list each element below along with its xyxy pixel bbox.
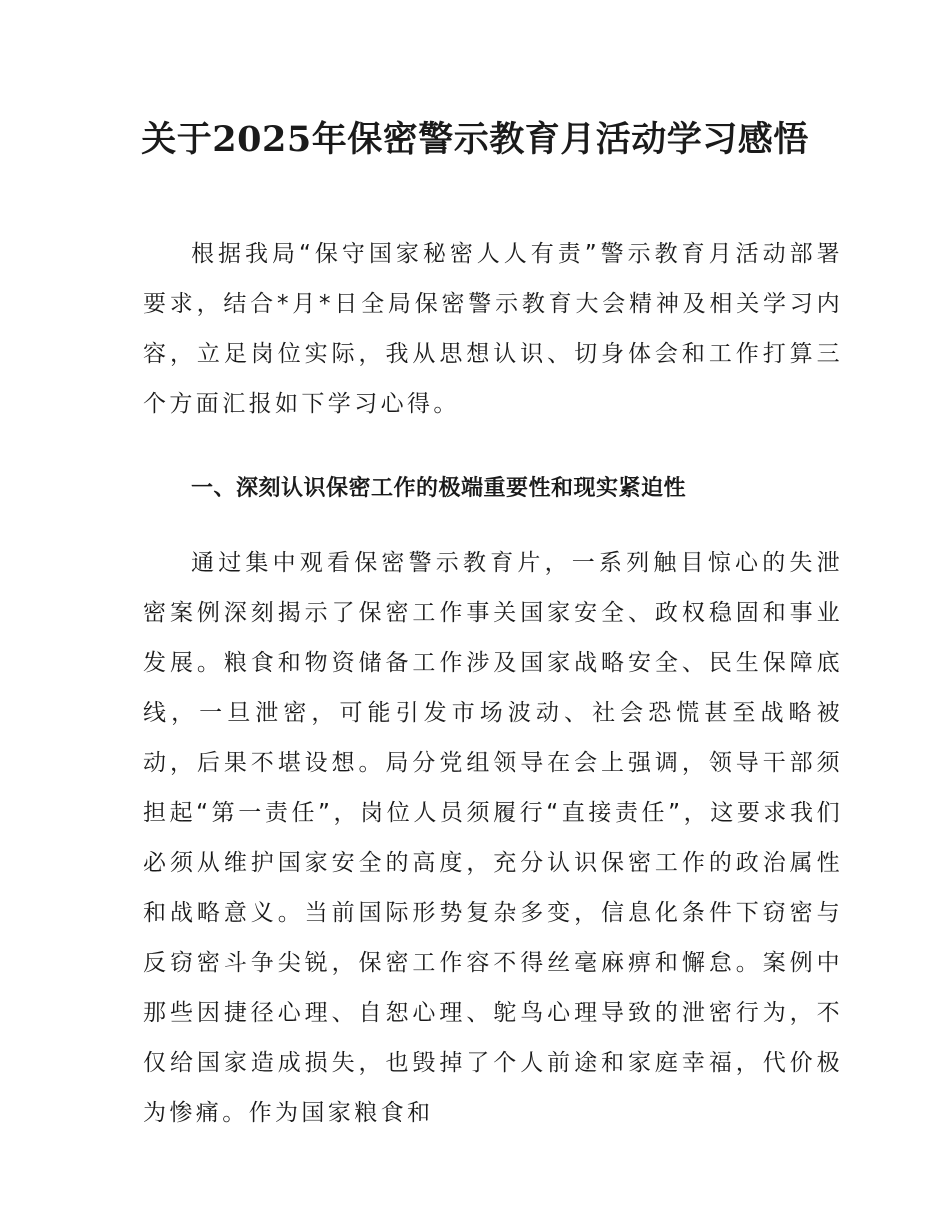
intro-paragraph: 根据我局“保守国家秘密人人有责”警示教育月活动部署要求，结合*月*日全局保密警示教育大会精神及相关学习内容，立足岗位实际，我从思想认识、切身体会和工作打算三个方面汇报如下学习心得。 [143,241,843,417]
document-title: 关于2025年保密警示教育月活动学习感悟 [141,119,809,160]
section-1-paragraph: 通过集中观看保密警示教育片，一系列触目惊心的失泄密案例深刻揭示了保密工作事关国家安全、政权稳固和事业发展。粮食和物资储备工作涉及国家战略安全、民生保障底线，一旦泄密，可能引发市场波动、社会恐慌甚至战略被动，后果不堪设想。局分党组领导在会上强调，领导干部须担起“第一责任”，岗位人员须履行“直接责任”，这要求我们必须从维护国家安全的高度，充分认识保密工作的政治属性和战略意义。当前国际形势复杂多变，信息化条件下窃密与反窃密斗争尖锐，保密工作容不得丝毫麻痹和懈怠。案例中那些因捷径心理、自恕心理、鸵鸟心理导致的泄密行为，不仅给国家造成损失，也毁掉了个人前途和家庭幸福，代价极为惨痛。作为国家粮食和 [143,550,843,1126]
section-heading-1: 一、深刻认识保密工作的极端重要性和现实紧迫性 [191,476,687,501]
